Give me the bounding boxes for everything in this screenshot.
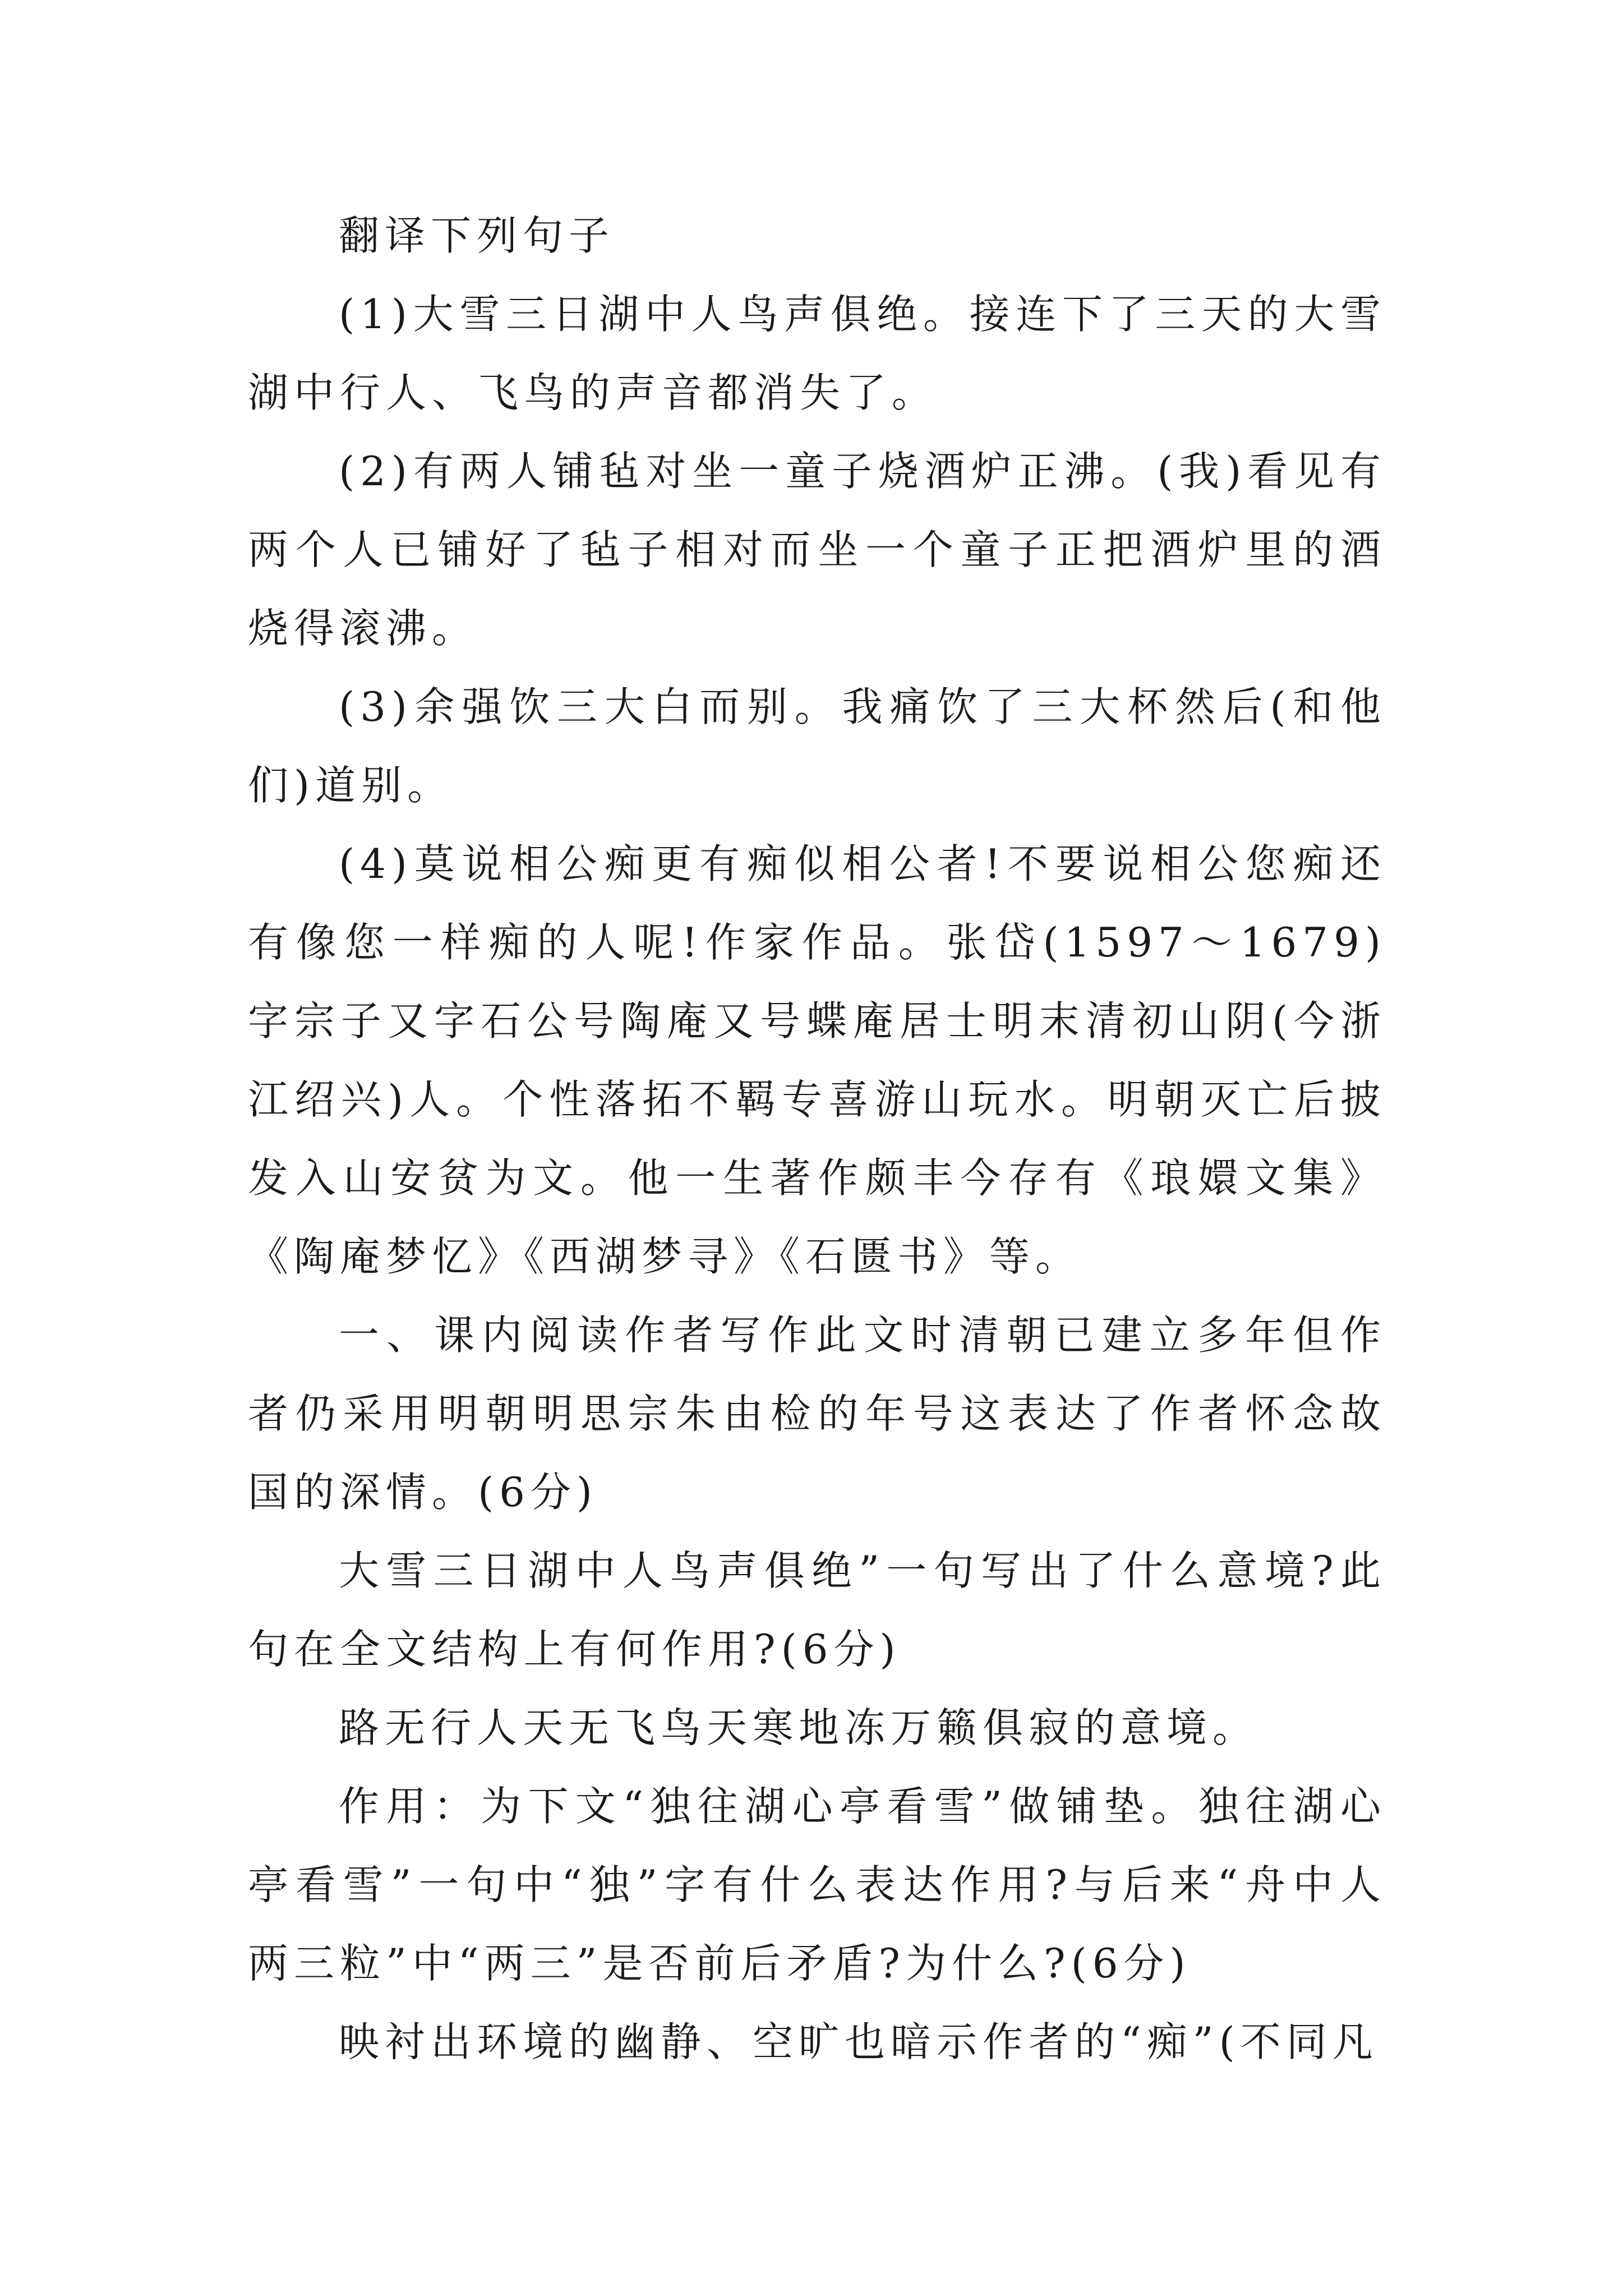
paragraph-answer-1: 路无行人天无飞鸟天寒地冻万籁俱寂的意境。	[339, 1704, 1259, 1751]
paragraph-reading-1: 一、课内阅读作者写作此文时清朝已建立多年但作者仍采用明朝明思宗朱由检的年号这表达了作者怀念故国的深情。(6分)	[248, 1312, 1386, 1516]
paragraph-answer-2: 作用：为下文“独往湖心亭看雪”做铺垫。独往湖心亭看雪”一句中“独”字有什么表达作用?与后来“舟中人两三粒”中“两三”是否前后矛盾?为什么?(6分)	[248, 1783, 1386, 1987]
paragraph-sentence-3: (3)余强饮三大白而别。我痛饮了三大杯然后(和他们)道别。	[248, 683, 1386, 809]
paragraph-heading: 翻译下列句子	[339, 212, 615, 259]
paragraph-sentence-4: (4)莫说相公痴更有痴似相公者!不要说相公您痴还有像您一样痴的人呢!作家作品。张岱(1597～1679)字宗子又字石公号陶庵又号蝶庵居士明末清初山阴(今浙江绍兴)人。个性落拓不羁专喜游山玩水。明朝灭亡后披发入山安贫为文。他一生著作颇丰今存有《琅嬛文集》《陶庵梦忆》《西湖梦寻》《石匮书》等。	[248, 840, 1386, 1280]
document-body	[248, 196, 1386, 2081]
paragraph-sentence-2: (2)有两人铺毡对坐一童子烧酒炉正沸。(我)看见有两个人已铺好了毡子相对而坐一个童子正把酒炉里的酒烧得滚沸。	[248, 448, 1386, 652]
paragraph-answer-3: 映衬出环境的幽静、空旷也暗示作者的“痴”(不同凡	[339, 2018, 1378, 2065]
paragraph-sentence-1: (1)大雪三日湖中人鸟声俱绝。接连下了三天的大雪湖中行人、飞鸟的声音都消失了。	[248, 291, 1386, 416]
paragraph-question-1: 大雪三日湖中人鸟声俱绝”一句写出了什么意境?此句在全文结构上有何作用?(6分)	[248, 1547, 1386, 1673]
